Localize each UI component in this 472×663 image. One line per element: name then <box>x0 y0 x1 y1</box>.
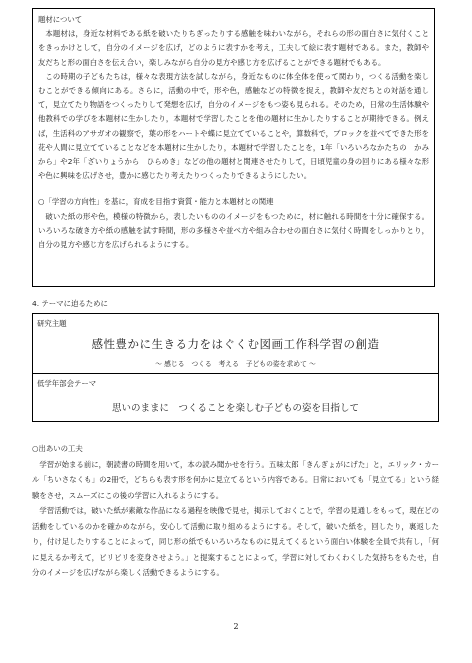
section-4-heading: 4. テーマに迫るために <box>32 299 108 308</box>
subject-explanation-box <box>32 8 435 287</box>
theme-table <box>32 313 439 422</box>
research-theme-subtitle: ～ 感じる つくる 考える 子どもの姿を求めて ～ <box>155 360 316 368</box>
page-number: 2 <box>233 622 239 631</box>
subject-heading: 題材について <box>38 15 83 24</box>
encounter-section <box>32 441 439 581</box>
research-theme-title: 感性豊かに生きる力をはぐくむ図画工作科学習の創造 <box>91 337 380 351</box>
division-theme-row <box>33 374 438 422</box>
subject-paragraph-2: この時期の子どもたちは，様々な表現方法を試しながら，身近なものに体全体を使って関わり，つくる活動を楽しむことができる傾向にある。さらに，活動の中で，形や色，感触などの特徴を捉え，教師や友だちとの対話を通して，見立てたり物語をつくったりして発想を広げ，自分のイメージをもつ姿も見られる。そのため，日常の生活体験や他教科での学びを本題材に生かしたり，本題材で学習したことを他の題材に生かしたりすることが期待できる。例えば，生活科のアサガオの観察で，葉の形をハートや蝶に見立てていることや，算数科で，ブロックを並べてできた形を花や人間に見立てていることなどを本題材に生かしたり，本題材で学習したことを，1年「いろいろなかたちの かみから」や2年「ざいりょうから ひらめき」などの他の題材と関連させたりして，日頃児童の身の回りにある様々な形や色に興味を広げさせ，豊かに感じたり考えたりつくったりできるようにしたい。 <box>38 71 429 181</box>
learning-direction-paragraph: 破いた紙の形や色，模様の特徴から，表したいもののイメージをもつために，材に触れる時間を十分に確保する。いろいろな破き方や紙の感触を試す時間，形の多様さや並べ方や組み合わせの面白さに気付く時間をしっかりとり，自分の見方や感じ方を広げられるようにする。 <box>38 211 429 250</box>
encounter-paragraph-1: 学習が始まる前に，朝読書の時間を用いて，本の読み聞かせを行う。五味太郎「きんぎょがにげた」と，エリック・カール「ちいさなくも」の2冊で，どちらも表す形を何かに見立てるという内容である。日常においても「見立てる」という経験をさせ，スムーズにこの後の学習に入れるようにする。 <box>32 459 439 500</box>
subject-paragraph-1: 本題材は，身近な材料である紙を破いたりちぎったりする感触を味わいながら，それらの形の面白さに気付くことをきっかけとして，自分のイメージを広げ，どのように表すかを考え，工夫して絵に表す題材である。また，教師や友だちと形の面白さを伝え合い，楽しみながら自分の見方や感じ方を広げることができる題材でもある。 <box>38 29 429 67</box>
encounter-paragraph-2: 学習活動では，破いた紙が素敵な作品になる過程を映像で見せ，掲示しておくことで，学習の見通しをもって，現在どの活動をしているのかを確かめながら，安心して活動に取り組めるようにする。そして，破いた紙を，回したり，裏返したり，付け足したりすることによって，同じ形の紙でもいろいろなものに見えてくるという面白い体験を全員で共有し，「何に見えるか考えて，ビリビリを変身させよう。」と提案することによって，学習に対してわくわくした気持ちをもたせ，自分のイメージを広げながら楽しく活動できるようにする。 <box>32 506 439 577</box>
research-theme-row <box>33 314 438 374</box>
paragraph-gap <box>38 183 429 195</box>
division-theme-title: 思いのままに つくることを楽しむ子どもの姿を目指して <box>111 403 359 414</box>
research-theme-label: 研究主題 <box>37 319 67 328</box>
division-theme-label: 低学年部会テーマ <box>37 379 97 388</box>
encounter-heading: ○出あいの工夫 <box>32 444 83 453</box>
learning-direction-heading: ○「学習の方向性」を基に，育成を目指す資質・能力と本題材との関連 <box>38 197 274 207</box>
